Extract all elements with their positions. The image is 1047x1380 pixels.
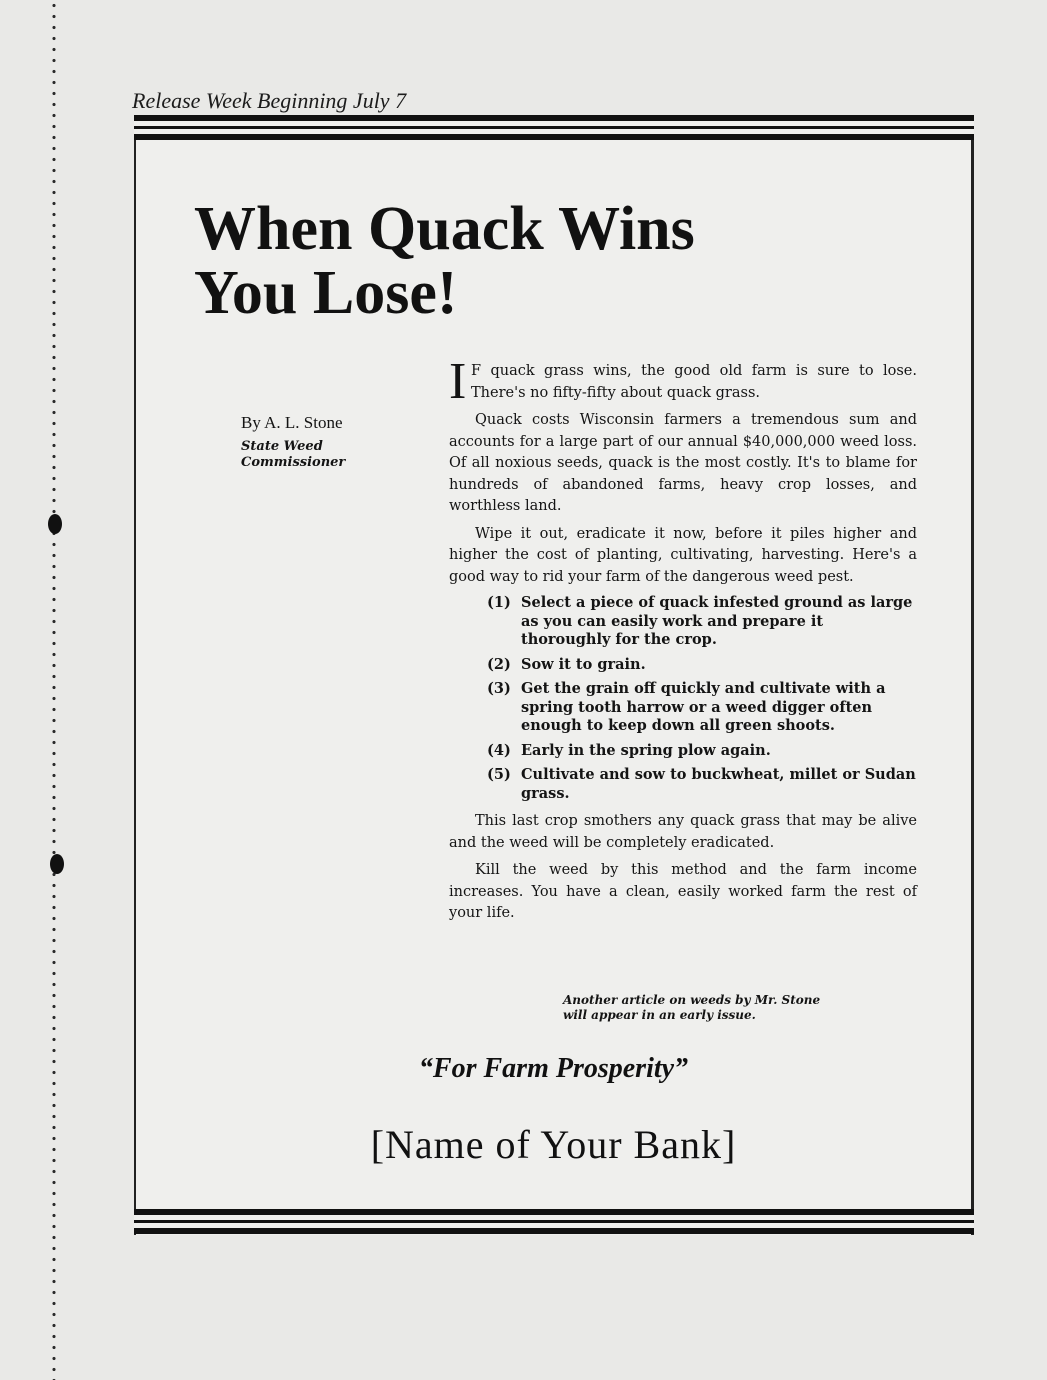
top-border-rule <box>134 115 974 143</box>
byline <box>241 413 421 471</box>
headline-line-1: When Quack Wins <box>194 195 695 263</box>
bottom-border-rule <box>134 1209 974 1237</box>
footnote: Another article on weeds by Mr. Stone will appear in an early issue. <box>563 993 821 1022</box>
paragraph-4: This last crop smothers any quack grass that may be alive and the weed will be completely eradicated. <box>449 813 917 851</box>
author-title-line-2: Commissioner <box>241 455 346 470</box>
binding-holes <box>52 0 56 1380</box>
release-line: Release Week Beginning July 7 <box>132 88 407 113</box>
step-number: (3) <box>487 680 511 697</box>
punch-hole-bottom <box>50 854 64 874</box>
lead-paragraph <box>449 353 917 410</box>
paragraph-5: Kill the weed by this method and the farm income increases. You have a clean, easily worked farm the rest of your life. <box>449 862 917 921</box>
step-text: Get the grain off quickly and cultivate with a spring tooth harrow or a weed digger often enough to keep down all green shoots. <box>521 680 886 734</box>
step-text: Cultivate and sow to buckwheat, millet or Sudan grass. <box>521 766 916 802</box>
step-number: (2) <box>487 655 511 673</box>
paragraph-2: Quack costs Wisconsin farmers a tremendous sum and accounts for a large part of our annual $40,000,000 weed loss. Of all noxious seeds, quack is the most costly. It's to blame for hundreds of abandoned farms, heavy crop losses, and worthless land. <box>449 412 917 514</box>
step-text: Select a piece of quack infested ground as large as you can easily work and prepare it thoroughly for the crop. <box>521 594 913 648</box>
slogan: “For Farm Prosperity” <box>418 1053 689 1084</box>
steps-list <box>449 594 917 803</box>
step-number: (4) <box>487 741 511 759</box>
ad-frame <box>134 115 974 1235</box>
step-text: Early in the spring plow again. <box>521 741 771 759</box>
article-body <box>449 353 917 931</box>
paragraph-1-text: F quack grass wins, the good old farm is sure to lose. There's no fifty-fifty about quack grass. <box>471 363 917 401</box>
step-number: (5) <box>487 766 511 783</box>
author-title <box>241 439 421 471</box>
step-item <box>487 766 917 803</box>
headline <box>194 197 695 325</box>
step-number: (1) <box>487 594 511 611</box>
step-item <box>487 656 917 675</box>
headline-line-2: You Lose! <box>194 259 458 327</box>
step-text: Sow it to grain. <box>521 655 646 673</box>
bank-name-placeholder: [Name of Your Bank] <box>370 1122 737 1167</box>
punch-hole-top <box>48 514 62 534</box>
author-title-line-1: State Weed <box>241 439 323 454</box>
paragraph-3: Wipe it out, eradicate it now, before it piles higher and higher the cost of planting, cultivating, harvesting. Here's a good way to rid your farm of the dangerous weed pest. <box>449 525 917 585</box>
author-name: By A. L. Stone <box>241 413 343 432</box>
step-item <box>487 680 917 736</box>
drop-cap: I <box>449 353 467 410</box>
step-item <box>487 594 917 650</box>
step-item <box>487 742 917 761</box>
